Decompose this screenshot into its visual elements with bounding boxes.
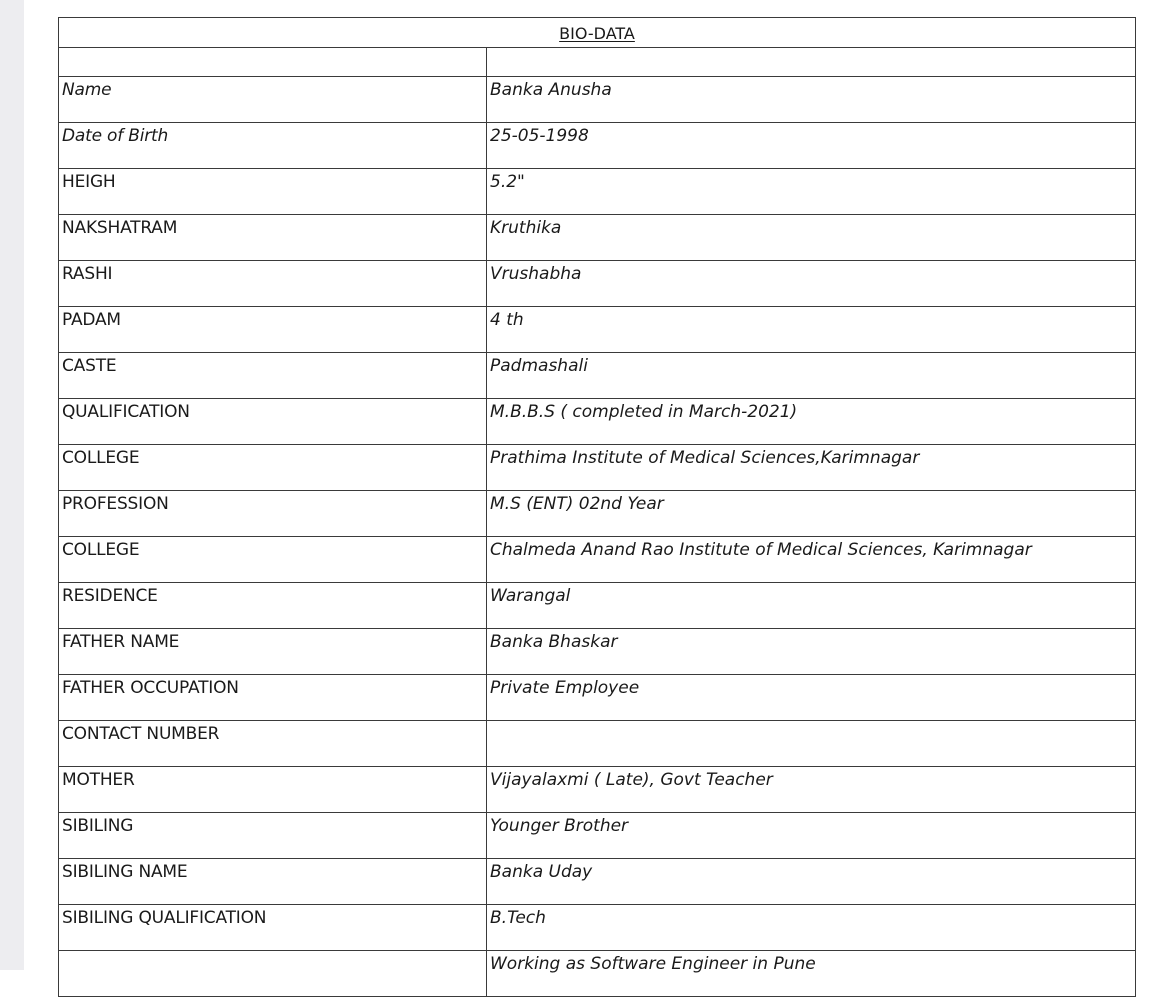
spacer-row bbox=[59, 48, 1136, 77]
field-value: 5.2" bbox=[487, 169, 1136, 215]
field-value: Padmashali bbox=[487, 353, 1136, 399]
field-label: COLLEGE bbox=[59, 445, 487, 491]
field-label: HEIGH bbox=[59, 169, 487, 215]
title-row bbox=[59, 18, 1136, 48]
row-residence bbox=[59, 583, 1136, 629]
row-sibling-occupation bbox=[59, 951, 1136, 997]
field-value: Working as Software Engineer in Pune bbox=[487, 951, 1136, 997]
field-value: B.Tech bbox=[487, 905, 1136, 951]
field-label bbox=[59, 951, 487, 997]
row-sibling-qualification bbox=[59, 905, 1136, 951]
field-value: Kruthika bbox=[487, 215, 1136, 261]
row-father-name bbox=[59, 629, 1136, 675]
field-value: Warangal bbox=[487, 583, 1136, 629]
field-value: 4 th bbox=[487, 307, 1136, 353]
row-date-of-birth bbox=[59, 123, 1136, 169]
row-mother bbox=[59, 767, 1136, 813]
field-label: COLLEGE bbox=[59, 537, 487, 583]
row-college-pg bbox=[59, 537, 1136, 583]
field-label: QUALIFICATION bbox=[59, 399, 487, 445]
field-value: Vrushabha bbox=[487, 261, 1136, 307]
row-rashi bbox=[59, 261, 1136, 307]
title-cell bbox=[59, 18, 1136, 48]
field-label: SIBILING NAME bbox=[59, 859, 487, 905]
field-label: RESIDENCE bbox=[59, 583, 487, 629]
field-value: Younger Brother bbox=[487, 813, 1136, 859]
row-height bbox=[59, 169, 1136, 215]
field-label: RASHI bbox=[59, 261, 487, 307]
field-label: PADAM bbox=[59, 307, 487, 353]
field-label: NAKSHATRAM bbox=[59, 215, 487, 261]
field-value: Chalmeda Anand Rao Institute of Medical Sciences, Karimnagar bbox=[487, 537, 1136, 583]
field-value: M.B.B.S ( completed in March-2021) bbox=[487, 399, 1136, 445]
field-value: Private Employee bbox=[487, 675, 1136, 721]
field-label: CONTACT NUMBER bbox=[59, 721, 487, 767]
field-value: Banka Anusha bbox=[487, 77, 1136, 123]
row-profession bbox=[59, 491, 1136, 537]
field-label: CASTE bbox=[59, 353, 487, 399]
field-value: 25-05-1998 bbox=[487, 123, 1136, 169]
row-nakshatram bbox=[59, 215, 1136, 261]
field-value bbox=[487, 721, 1136, 767]
field-value: Banka Bhaskar bbox=[487, 629, 1136, 675]
field-label: MOTHER bbox=[59, 767, 487, 813]
field-label: PROFESSION bbox=[59, 491, 487, 537]
row-father-occupation bbox=[59, 675, 1136, 721]
row-padam bbox=[59, 307, 1136, 353]
field-label: SIBILING bbox=[59, 813, 487, 859]
row-sibling bbox=[59, 813, 1136, 859]
row-name bbox=[59, 77, 1136, 123]
field-label: FATHER NAME bbox=[59, 629, 487, 675]
document-title: BIO-DATA bbox=[559, 23, 635, 43]
field-value: M.S (ENT) 02nd Year bbox=[487, 491, 1136, 537]
row-caste bbox=[59, 353, 1136, 399]
field-label: SIBILING QUALIFICATION bbox=[59, 905, 487, 951]
field-label: FATHER OCCUPATION bbox=[59, 675, 487, 721]
empty-cell bbox=[487, 48, 1136, 77]
field-value: Vijayalaxmi ( Late), Govt Teacher bbox=[487, 767, 1136, 813]
row-contact-number bbox=[59, 721, 1136, 767]
field-label: Date of Birth bbox=[59, 123, 487, 169]
field-value: Banka Uday bbox=[487, 859, 1136, 905]
row-college bbox=[59, 445, 1136, 491]
field-label: Name bbox=[59, 77, 487, 123]
field-value: Prathima Institute of Medical Sciences,Karimnagar bbox=[487, 445, 1136, 491]
page-left-margin bbox=[0, 0, 24, 970]
biodata-table bbox=[58, 17, 1136, 997]
empty-cell bbox=[59, 48, 487, 77]
row-sibling-name bbox=[59, 859, 1136, 905]
row-qualification bbox=[59, 399, 1136, 445]
document-page bbox=[24, 0, 1171, 974]
